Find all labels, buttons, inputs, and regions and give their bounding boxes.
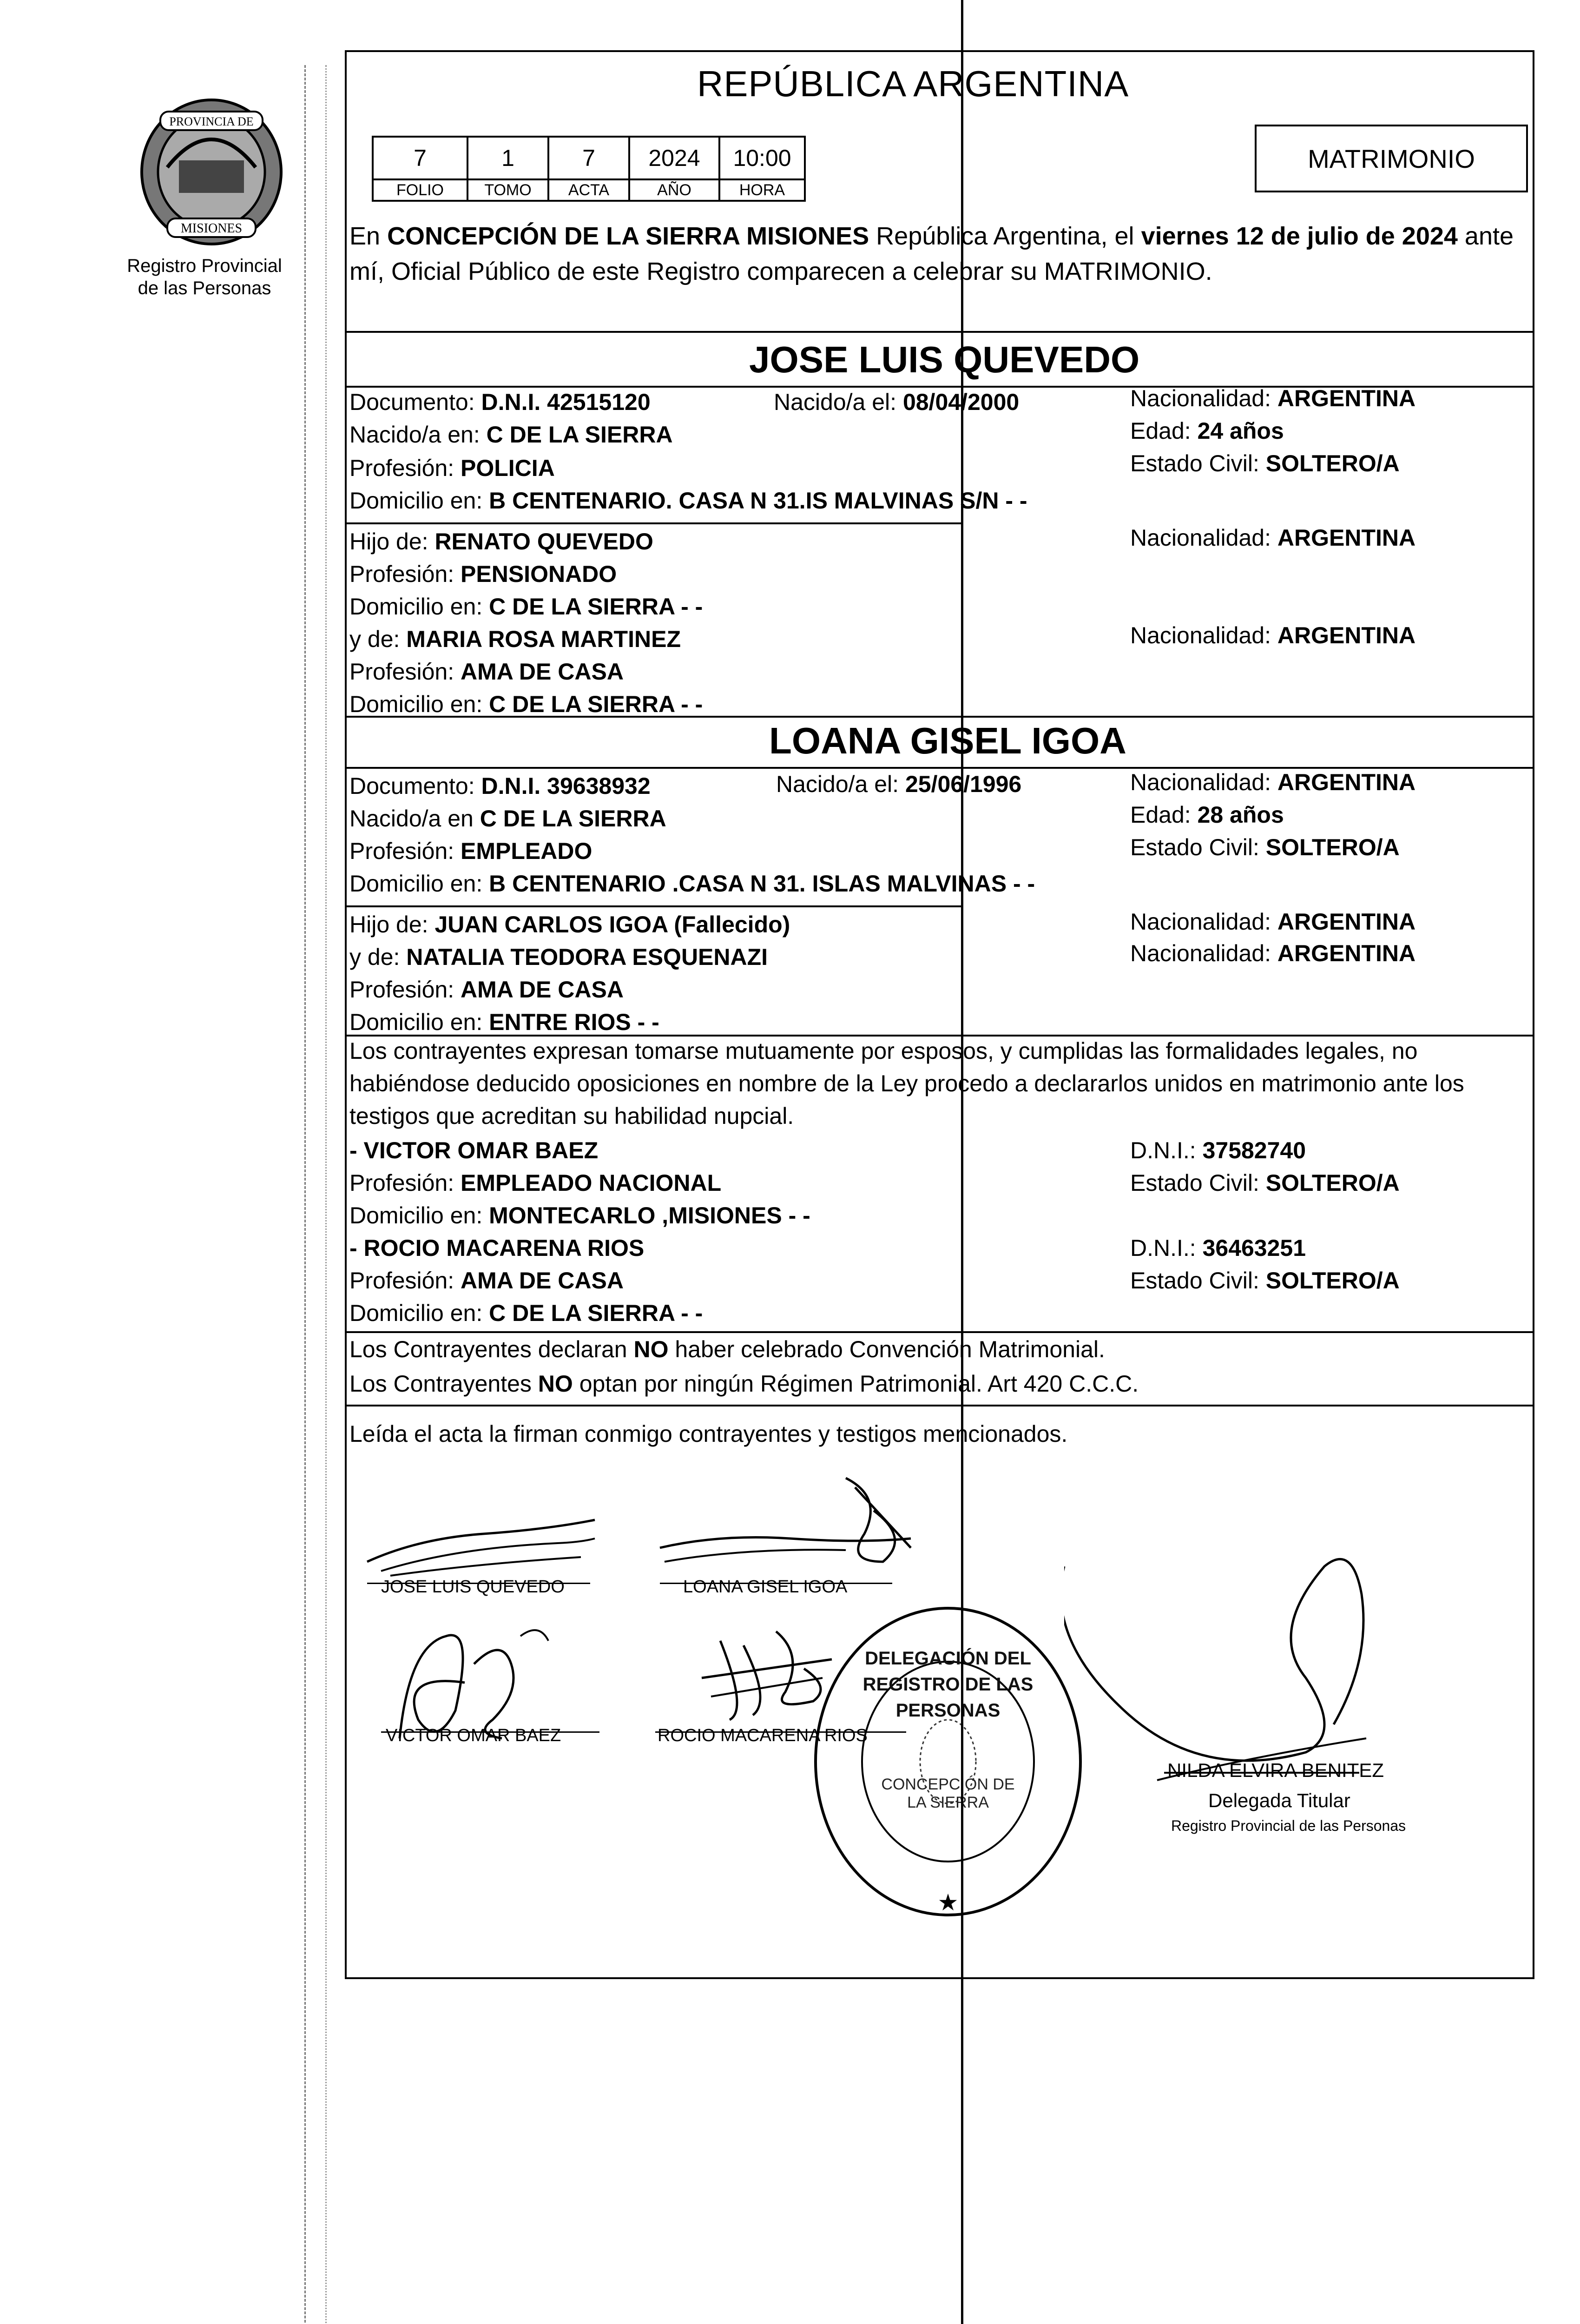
hora-value: 10:00 (719, 137, 805, 179)
groom-birthplace: Nacido/a en: C DE LA SIERRA (349, 422, 673, 448)
fold-line (961, 0, 963, 2324)
groom-document: Documento: D.N.I. 42515120 (349, 389, 651, 415)
bride-name: LOANA GISEL IGOA (769, 720, 1126, 761)
logo-caption (116, 255, 293, 299)
groom-address: Domicilio en: B CENTENARIO. CASA N 31.IS MALVINAS S/N - - (349, 488, 1027, 514)
convention-line-1: Los Contrayentes declaran NO haber celebrado Convención Matrimonial. (349, 1336, 1105, 1362)
official-title: Delegada Titular (1208, 1789, 1350, 1811)
bride-mother: y de: NATALIA TEODORA ESQUENAZI (349, 944, 768, 970)
svg-text:MISIONES: MISIONES (180, 221, 243, 236)
bride-signature-label: LOANA GISEL IGOA (683, 1577, 848, 1597)
groom-name: JOSE LUIS QUEVEDO (749, 339, 1140, 380)
intro-text-2: República Argentina, el (869, 222, 1141, 250)
bride-mother-profession: Profesión: AMA DE CASA (349, 977, 624, 1003)
intro-place: CONCEPCIÓN DE LA SIERRA MISIONES (387, 222, 869, 250)
groom-age: Edad: 24 años (1130, 418, 1284, 444)
bride-profession: Profesión: EMPLEADO (349, 838, 592, 864)
bride-father-nationality: Nacionalidad: ARGENTINA (1130, 909, 1416, 935)
anio-value: 2024 (629, 137, 719, 179)
divider (345, 905, 961, 907)
witness-2-civil-status: Estado Civil: SOLTERO/A (1130, 1268, 1400, 1294)
witness-1-civil-status: Estado Civil: SOLTERO/A (1130, 1170, 1400, 1196)
official-org: Registro Provincial de las Personas (1171, 1817, 1406, 1834)
witness-2-dni: D.N.I.: 36463251 (1130, 1235, 1306, 1261)
bride-mother-nationality: Nacionalidad: ARGENTINA (1130, 940, 1416, 966)
margin-dotted-line (325, 65, 327, 2324)
bride-document: Documento: D.N.I. 39638932 (349, 773, 651, 799)
intro-text-3: ante mí, Oficial Público de este Registro comparecen a celebrar su MATRIMONIO. (349, 222, 1514, 285)
declaration-paragraph: Los contrayentes expresan tomarse mutuamente por esposos, y cumplidas las formalidades legales, no habiéndose deducido oposiciones en nombre de la Ley procedo a declararlos unidos en matrimonio ante los testigos que acreditan su habilidad nupcial. (349, 1038, 1464, 1129)
svg-text:PROVINCIA DE: PROVINCIA DE (169, 115, 254, 128)
bride-birthplace: Nacido/a en C DE LA SIERRA (349, 805, 666, 832)
witness-1-dni: D.N.I.: 37582740 (1130, 1137, 1306, 1163)
groom-signature (362, 1483, 604, 1587)
province-crest-logo (135, 93, 288, 246)
closing-text: Leída el acta la firman conmigo contrayentes y testigos mencionados. (349, 1421, 1068, 1447)
seal-outer-text: DELEGACIÓN DEL REGISTRO DE LAS PERSONAS (862, 1648, 1034, 1721)
bride-mother-address: Domicilio en: ENTRE RIOS - - (349, 1009, 659, 1035)
groom-profession: Profesión: POLICIA (349, 455, 555, 481)
groom-nationality: Nacionalidad: ARGENTINA (1130, 385, 1416, 411)
groom-mother-profession: Profesión: AMA DE CASA (349, 659, 624, 685)
tomo-value: 1 (467, 137, 548, 179)
divider (345, 331, 1534, 333)
groom-father-nationality: Nacionalidad: ARGENTINA (1130, 525, 1416, 551)
logo-caption-line1: Registro Provincial (127, 256, 282, 276)
bride-father: Hijo de: JUAN CARLOS IGOA (Fallecido) (349, 911, 790, 938)
groom-mother-address: Domicilio en: C DE LA SIERRA - - (349, 691, 703, 717)
bride-age: Edad: 28 años (1130, 802, 1284, 828)
witness-2-profession: Profesión: AMA DE CASA (349, 1268, 624, 1294)
groom-mother-nationality: Nacionalidad: ARGENTINA (1130, 622, 1416, 648)
anio-label: AÑO (629, 179, 719, 201)
divider (345, 1405, 1534, 1406)
intro-text-1: En (349, 222, 388, 250)
witness-2-signature-label: ROCIO MACARENA RIOS (658, 1726, 868, 1745)
witness-1-address: Domicilio en: MONTECARLO ,MISIONES - - (349, 1202, 810, 1228)
bride-nationality: Nacionalidad: ARGENTINA (1130, 769, 1416, 795)
intro-paragraph (349, 218, 1530, 289)
bride-signature (651, 1469, 929, 1583)
logo-caption-line2: de las Personas (138, 278, 271, 298)
svg-text:★: ★ (937, 1889, 959, 1915)
groom-birthdate: Nacido/a el: 08/04/2000 (774, 389, 1020, 415)
bride-birthdate: Nacido/a el: 25/06/1996 (776, 771, 1022, 797)
groom-mother: y de: MARIA ROSA MARTINEZ (349, 626, 681, 652)
witness-1-signature-label: VICTOR OMAR BAEZ (386, 1726, 561, 1745)
hora-label: HORA (719, 179, 805, 201)
bride-address: Domicilio en: B CENTENARIO .CASA N 31. ISLAS MALVINAS - - (349, 871, 1035, 897)
margin-dashed-line (304, 65, 306, 2324)
witness-1-profession: Profesión: EMPLEADO NACIONAL (349, 1170, 722, 1196)
convention-line-2: Los Contrayentes NO optan por ningún Régimen Patrimonial. Art 420 C.C.C. (349, 1371, 1139, 1397)
divider (345, 716, 1534, 718)
page-title: REPÚBLICA ARGENTINA (697, 63, 1129, 104)
folio-label: FOLIO (373, 179, 467, 201)
folio-value: 7 (373, 137, 467, 179)
registry-table (372, 136, 806, 202)
witness-1-name: - VICTOR OMAR BAEZ (349, 1137, 599, 1163)
witness-2-name: - ROCIO MACARENA RIOS (349, 1235, 645, 1261)
witness-2-address: Domicilio en: C DE LA SIERRA - - (349, 1300, 703, 1326)
official-name-strike (1164, 1772, 1359, 1774)
groom-father-profession: Profesión: PENSIONADO (349, 561, 617, 587)
groom-father-address: Domicilio en: C DE LA SIERRA - - (349, 594, 703, 620)
acta-label: ACTA (548, 179, 629, 201)
divider (345, 522, 961, 524)
groom-civil-status: Estado Civil: SOLTERO/A (1130, 450, 1400, 476)
seal-inner-text: CONCEPCIÓN DE LA SIERRA (881, 1776, 1015, 1811)
groom-father: Hijo de: RENATO QUEVEDO (349, 528, 653, 555)
bride-civil-status: Estado Civil: SOLTERO/A (1130, 834, 1400, 860)
intro-date: viernes 12 de julio de 2024 (1141, 222, 1458, 250)
doc-type-box: MATRIMONIO (1255, 125, 1528, 192)
official-name: NILDA ELVIRA BENITEZ (1167, 1759, 1384, 1781)
acta-value: 7 (548, 137, 629, 179)
tomo-label: TOMO (467, 179, 548, 201)
groom-signature-label: JOSE LUIS QUEVEDO (381, 1577, 565, 1597)
